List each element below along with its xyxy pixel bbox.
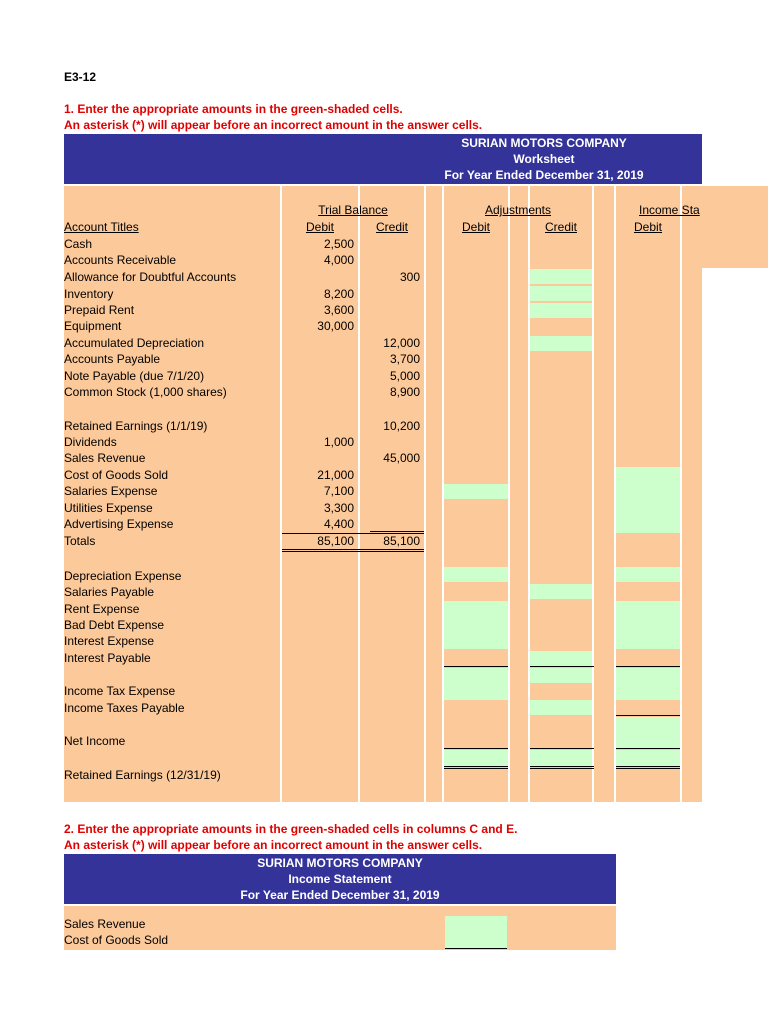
spacer-column [594, 186, 614, 802]
rule-line [444, 748, 508, 749]
tb-debit-amount: 3,300 [323, 501, 354, 515]
worksheet-title: Worksheet [513, 152, 575, 166]
rule-line [616, 715, 680, 716]
rule-line [282, 551, 424, 552]
part1-instruction: 1. Enter the appropriate amounts in the green-shaded cells. [64, 102, 403, 116]
answer-cell[interactable] [530, 668, 592, 683]
tb-credit-amount: 300 [399, 270, 420, 284]
rule-line [616, 766, 680, 767]
rule-line [530, 768, 594, 769]
spacer-column [426, 186, 442, 802]
account-title: Retained Earnings (12/31/19) [64, 768, 221, 782]
account-titles-header: Account Titles [64, 220, 139, 234]
is-credit-column [702, 186, 768, 268]
is-period: For Year Ended December 31, 2019 [240, 888, 440, 902]
exercise-label: E3-12 [64, 70, 97, 84]
worksheet-header [64, 134, 702, 184]
rule-line [616, 748, 680, 749]
account-title: Cost of Goods Sold [64, 468, 169, 482]
tb-credit-amount: 85,100 [383, 534, 420, 548]
answer-cell[interactable] [616, 668, 680, 700]
tb-credit-amount: 10,200 [383, 419, 420, 433]
account-title: Totals [64, 534, 96, 548]
tb-credit-amount: 8,900 [389, 385, 420, 399]
tb-debit-amount: 2,500 [323, 237, 354, 251]
income-statement-header-block [64, 854, 616, 904]
account-title: Net Income [64, 734, 126, 748]
adjustments-header: Adjustments [484, 203, 552, 217]
account-title: Equipment [64, 319, 122, 333]
tb-debit-amount: 30,000 [317, 319, 354, 333]
spacer-column [682, 186, 702, 802]
rule-line [444, 766, 508, 767]
tb-credit-header: Credit [375, 220, 408, 234]
account-title: Advertising Expense [64, 517, 174, 531]
tb-credit-amount: 5,000 [389, 369, 420, 383]
answer-cell[interactable] [530, 286, 592, 301]
account-title: Note Payable (due 7/1/20) [64, 369, 205, 383]
is-row-label: Sales Revenue [64, 917, 146, 931]
answer-cell[interactable] [530, 584, 592, 599]
rule-line [445, 948, 507, 949]
rule-line [530, 666, 594, 667]
tb-credit-amount: 45,000 [383, 451, 420, 465]
answer-cell[interactable] [444, 750, 508, 766]
account-title: Salaries Expense [64, 484, 158, 498]
rule-line [370, 531, 424, 532]
tb-debit-amount: 3,600 [323, 303, 354, 317]
account-title: Cash [64, 237, 93, 251]
account-title: Sales Revenue [64, 451, 146, 465]
answer-cell[interactable] [530, 700, 592, 715]
tb-debit-amount: 85,100 [317, 534, 354, 548]
account-title: Inventory [64, 287, 114, 301]
answer-cell[interactable] [530, 651, 592, 666]
account-title: Income Taxes Payable [64, 701, 185, 715]
answer-cell[interactable] [616, 750, 680, 766]
answer-cell[interactable] [445, 916, 507, 948]
is-row-label: Cost of Goods Sold [64, 933, 169, 947]
account-title: Interest Expense [64, 634, 155, 648]
account-title: Common Stock (1,000 shares) [64, 385, 227, 399]
rule-line [282, 533, 424, 534]
rule-line [616, 666, 680, 667]
answer-cell[interactable] [444, 601, 508, 649]
account-title: Allowance for Doubtful Accounts [64, 270, 237, 284]
account-title: Retained Earnings (1/1/19) [64, 419, 208, 433]
is-company-name: SURIAN MOTORS COMPANY [257, 856, 423, 870]
answer-cell[interactable] [530, 750, 592, 766]
answer-cell[interactable] [444, 668, 508, 700]
tb-debit-amount: 4,400 [323, 517, 354, 531]
account-title: Accounts Receivable [64, 253, 177, 267]
worksheet-period: For Year Ended December 31, 2019 [444, 168, 644, 182]
account-title: Salaries Payable [64, 585, 155, 599]
tb-debit-amount: 7,100 [323, 484, 354, 498]
account-title: Rent Expense [64, 602, 140, 616]
answer-cell[interactable] [530, 269, 592, 284]
income-statement-header: Income Sta [639, 203, 700, 217]
rule-line [282, 549, 424, 550]
is-debit-header: Debit [633, 220, 662, 234]
answer-cell[interactable] [444, 484, 508, 499]
adj-debit-header: Debit [461, 220, 490, 234]
answer-cell[interactable] [444, 567, 508, 582]
tb-debit-header: Debit [305, 220, 334, 234]
account-title: Prepaid Rent [64, 303, 135, 317]
spacer-column [510, 186, 528, 802]
part1-note: An asterisk (*) will appear before an incorrect amount in the answer cells. [64, 118, 483, 132]
tb-debit-amount: 1,000 [323, 435, 354, 449]
tb-debit-amount: 21,000 [317, 468, 354, 482]
tb-debit-amount: 8,200 [323, 287, 354, 301]
account-title: Bad Debt Expense [64, 618, 165, 632]
answer-cell[interactable] [530, 336, 592, 351]
account-title: Accounts Payable [64, 352, 161, 366]
trial-balance-header: Trial Balance [318, 203, 388, 217]
answer-cell[interactable] [616, 601, 680, 649]
company-name: SURIAN MOTORS COMPANY [461, 136, 627, 150]
answer-cell[interactable] [616, 717, 680, 749]
answer-cell[interactable] [616, 467, 680, 533]
answer-cell[interactable] [530, 303, 592, 318]
rule-line [444, 768, 508, 769]
account-title: Depreciation Expense [64, 569, 182, 583]
account-title: Accumulated Depreciation [64, 336, 205, 350]
tb-debit-amount: 4,000 [323, 253, 354, 267]
rule-line [530, 766, 594, 767]
tb-credit-amount: 3,700 [389, 352, 420, 366]
adj-credit-header: Credit [544, 220, 577, 234]
rule-line [616, 768, 680, 769]
rule-line [530, 748, 594, 749]
answer-cell[interactable] [616, 567, 680, 582]
account-title: Income Tax Expense [64, 684, 176, 698]
part2-note: An asterisk (*) will appear before an incorrect amount in the answer cells. [64, 838, 483, 852]
account-title: Dividends [64, 435, 117, 449]
is-title: Income Statement [288, 872, 392, 886]
account-title: Interest Payable [64, 651, 151, 665]
rule-line [444, 666, 508, 667]
part2-instruction: 2. Enter the appropriate amounts in the green-shaded cells in columns C and E. [64, 822, 518, 836]
account-title: Utilities Expense [64, 501, 153, 515]
tb-credit-amount: 12,000 [383, 336, 420, 350]
